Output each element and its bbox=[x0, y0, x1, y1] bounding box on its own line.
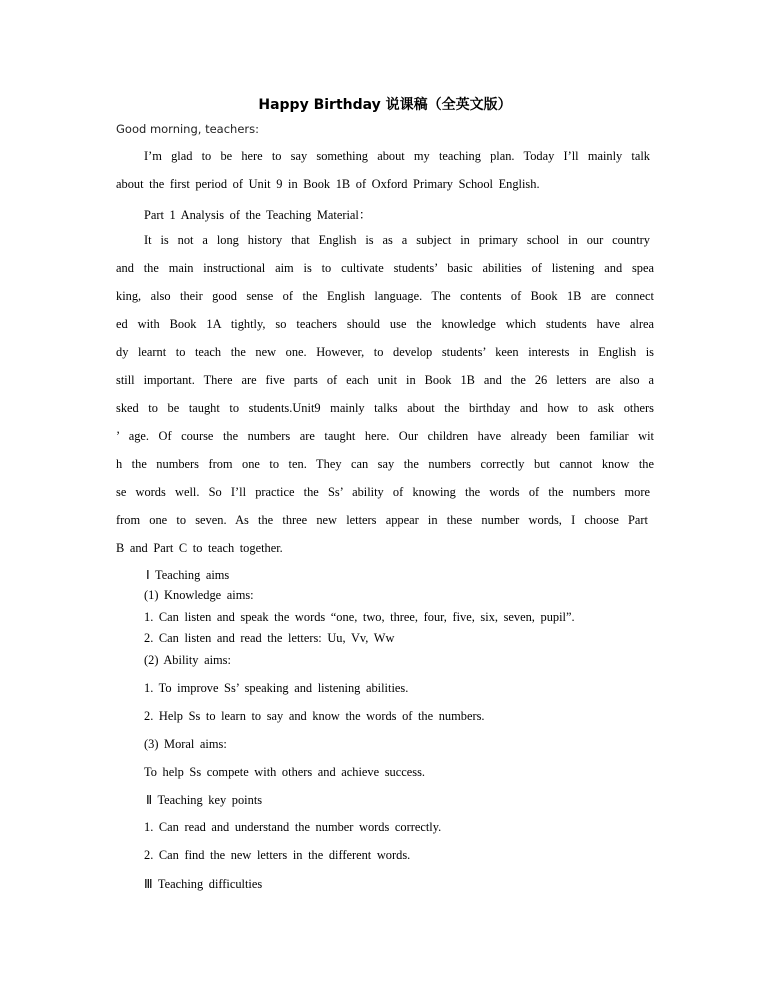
greeting: Good morning, teachers: bbox=[116, 122, 259, 136]
list-item: 1. To improve Ss’ speaking and listening abilities. bbox=[144, 681, 409, 695]
intro-line: about the first period of Unit 9 in Book 1B of Oxford Primary School English. bbox=[116, 177, 540, 191]
paragraph-line: and the main instructional aim is to cultivate students’ basic abilities of listening and spea bbox=[116, 261, 654, 275]
list-item: 1. Can read and understand the number words correctly. bbox=[144, 820, 442, 834]
paragraph-line: king, also their good sense of the English language. The contents of Book 1B are connect bbox=[116, 289, 654, 303]
section-heading-difficulties: Ⅲ Teaching difficulties bbox=[144, 877, 263, 891]
subheading-moral: (3) Moral aims: bbox=[144, 737, 227, 751]
paragraph-line: dy learnt to teach the new one. However, to develop students’ keen interests in English is bbox=[116, 345, 654, 359]
list-item: 2. Can listen and read the letters: Uu, Vv, Ww bbox=[144, 631, 395, 645]
intro-line: I’m glad to be here to say something about my teaching plan. Today I’ll mainly talk bbox=[144, 149, 650, 163]
paragraph-line: ed with Book 1A tightly, so teachers should use the knowledge which students have alrea bbox=[116, 317, 654, 331]
section-heading-aims: Ⅰ Teaching aims bbox=[146, 568, 230, 582]
document-title: Happy Birthday 说课稿（全英文版） bbox=[258, 97, 512, 113]
paragraph-line: h the numbers from one to ten. They can say the numbers correctly but cannot know the bbox=[116, 457, 654, 471]
section-heading-part1: Part 1 Analysis of the Teaching Material： bbox=[144, 208, 372, 222]
subheading-ability: (2) Ability aims: bbox=[144, 653, 231, 667]
paragraph-line: It is not a long history that English is as a subject in primary school in our country bbox=[144, 233, 650, 247]
paragraph-line: sked to be taught to students.Unit9 mainly talks about the birthday and how to ask others bbox=[116, 401, 654, 415]
subheading-knowledge: (1) Knowledge aims: bbox=[144, 588, 254, 602]
paragraph-line: still important. There are five parts of each unit in Book 1B and the 26 letters are also a bbox=[116, 373, 654, 387]
list-item: 2. Can find the new letters in the different words. bbox=[144, 848, 411, 862]
paragraph-line: B and Part C to teach together. bbox=[116, 541, 283, 555]
paragraph-line: se words well. So I’ll practice the Ss’ ability of knowing the words of the numbers more bbox=[116, 485, 650, 499]
paragraph-line: ’ age. Of course the numbers are taught here. Our children have already been familiar wit bbox=[116, 429, 654, 443]
list-item: 2. Help Ss to learn to say and know the words of the numbers. bbox=[144, 709, 485, 723]
paragraph-line: from one to seven. As the three new letters appear in these number words, I choose Part bbox=[116, 513, 648, 527]
section-heading-key-points: Ⅱ Teaching key points bbox=[146, 793, 263, 807]
moral-aim-text: To help Ss compete with others and achieve success. bbox=[144, 765, 425, 779]
list-item: 1. Can listen and speak the words “one, two, three, four, five, six, seven, pupil”. bbox=[144, 610, 575, 624]
